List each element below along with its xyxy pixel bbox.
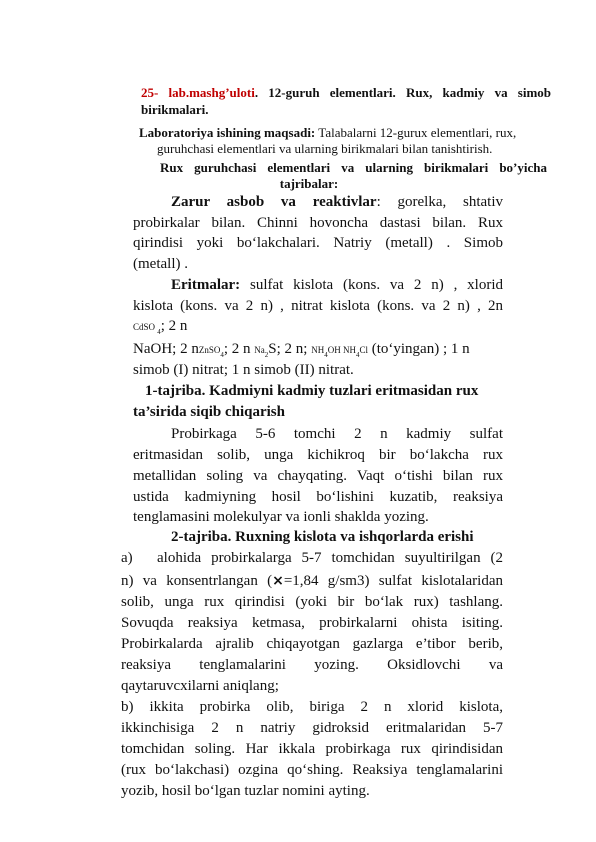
- exp1-line2: eritmasidan solib, unga kichikroq bir bo‘lakcha rux: [133, 447, 503, 463]
- reagents-line1: [171, 275, 503, 296]
- subtitle-line2: tajribalar:: [279, 176, 339, 191]
- subtitle-line1: Rux guruhchasi elementlari va ularning birikmalari bo’yicha: [160, 160, 547, 175]
- naoh-text: NaOH; 2 n: [133, 341, 199, 357]
- exp2-a-line7: qaytaruvcxilarni aniqlang;: [121, 678, 279, 694]
- reagents-line1-text: sulfat kislota (kons. va 2 n) , xlorid: [240, 277, 503, 293]
- equipment-line1-text: : gorelka, shtativ: [376, 194, 503, 210]
- reagents-line3-rest: ; 2 n: [160, 318, 188, 334]
- exp2-b-line3: tomchidan soling. Har ikkala probirkaga rux qirindisidan: [121, 741, 503, 757]
- equipment-line3: qirindisi yoki bo‘lakchalari. Natriy (metall) . Simob: [133, 235, 503, 251]
- lab-title: [141, 84, 551, 102]
- exp1-line1: Probirkaga 5-6 tomchi 2 n kadmiy sulfat: [171, 426, 503, 442]
- equipment-line4: (metall) .: [133, 256, 188, 272]
- exp2-b-line2: ikkinchisiga 2 n natriy gidroksid eritmalaridan 5-7: [121, 720, 503, 736]
- aim-label: Laboratoriya ishining maqsadi:: [139, 125, 316, 140]
- reagents-label: Eritmalar:: [171, 277, 241, 293]
- exp1-title-line2: ta’sirida siqib chiqarish: [133, 404, 285, 420]
- exp2-title: 2-tajriba. Ruxning kislota va ishqorlarda erishi: [171, 529, 474, 545]
- nh4cl-formula: OH NH: [327, 345, 356, 355]
- exp1-line5: tenglamasini molekulyar va ionli shaklda yozing.: [133, 509, 429, 525]
- equipment-line2: probirkalar bilan. Chinni hovoncha dastasi bilan. Rux: [133, 215, 503, 231]
- exp2-a-line5: Probirkalarda ajralib chiqayotgan gazlarga e’tibor berib,: [121, 636, 503, 652]
- znso4-sub: 4: [220, 351, 224, 359]
- na2s-sub: 2: [264, 351, 269, 359]
- cdso4-formula: CdSO: [133, 322, 158, 332]
- exp1-line3: metallidan soling va chayqating. Vaqt o‘tishi bilan rux: [133, 468, 503, 484]
- cdso4-sub: 4: [157, 328, 161, 336]
- reagents-line4-e: S; 2 n;: [268, 341, 312, 357]
- exp2-a-line3: solib, unga rux qirindisi (yoki bir bo‘lak rux) tashlang.: [121, 594, 503, 610]
- exp2-b-line5: yozib, hosil bo‘lgan tuzlar nomini ayting.: [121, 783, 370, 799]
- exp2-a-line2-post: =1,84 g/sm3) sulfat kislotalaridan: [283, 573, 503, 589]
- exp2-a-line2: [121, 571, 503, 592]
- equipment-line1: [171, 192, 503, 213]
- nh4oh-formula: NH: [311, 345, 325, 355]
- znso4-formula: ZnSO: [198, 345, 221, 355]
- na2s-formula: Na: [254, 345, 265, 355]
- density-symbol: ×: [272, 573, 284, 589]
- exp2-a-marker: a): [121, 550, 133, 566]
- lab-title-line2-text: birikmalari.: [141, 102, 209, 117]
- aim-line2: guruhchasi elementlari va ularning birikmalari bilan tanishtirish.: [157, 141, 493, 156]
- lab-title-line2: [141, 101, 209, 119]
- exp2-a-line4: Sovuqda reaksiya ketmasa, probirkalarni ohista isiting.: [121, 615, 503, 631]
- aim-text-1: Talabalarni 12-gurux elementlari, rux,: [315, 125, 517, 140]
- exp1-title-line1: 1-tajriba. Kadmiyni kadmiy tuzlari eritmasidan rux: [145, 383, 479, 399]
- lab-title-rest: . 12-guruh elementlari. Rux, kadmiy va simob: [254, 85, 552, 100]
- nh4cl-cl: Cl: [359, 345, 368, 355]
- reagents-line2: kislota (kons. va 2 n) , nitrat kislota (kons. va 2 n) , 2n: [133, 298, 503, 314]
- nh4oh-sub: 4: [324, 351, 328, 359]
- reagents-line4-i: (to‘yingan) ; 1 n: [367, 341, 470, 357]
- reagents-line5: simob (I) nitrat; 1 n simob (II) nitrat.: [133, 362, 354, 378]
- lab-number: 25- lab.mashg’uloti: [141, 85, 255, 100]
- exp2-a-line1: alohida probirkalarga 5-7 tomchidan suyultirilgan (2: [157, 550, 503, 566]
- exp2-a-line2-pre: n) va konsentrlangan (: [121, 573, 273, 589]
- nh4cl-sub: 4: [355, 351, 360, 359]
- exp2-b-line4: (rux bo‘lakchasi) ozgina qo‘shing. Reaksiya tenglamalarini: [121, 762, 503, 778]
- exp1-line4: ustida kadmiyning hosil bo‘lishini kuzatib, reaksiya: [133, 489, 503, 505]
- exp2-b-line1: b) ikkita probirka olib, biriga 2 n xlorid kislota,: [121, 699, 503, 715]
- exp2-a-line6: reaksiya tenglamalarini yozing. Oksidlovchi va: [121, 657, 503, 673]
- reagents-line4-c: ; 2 n: [223, 341, 255, 357]
- equipment-label: Zarur asbob va reaktivlar: [171, 194, 377, 210]
